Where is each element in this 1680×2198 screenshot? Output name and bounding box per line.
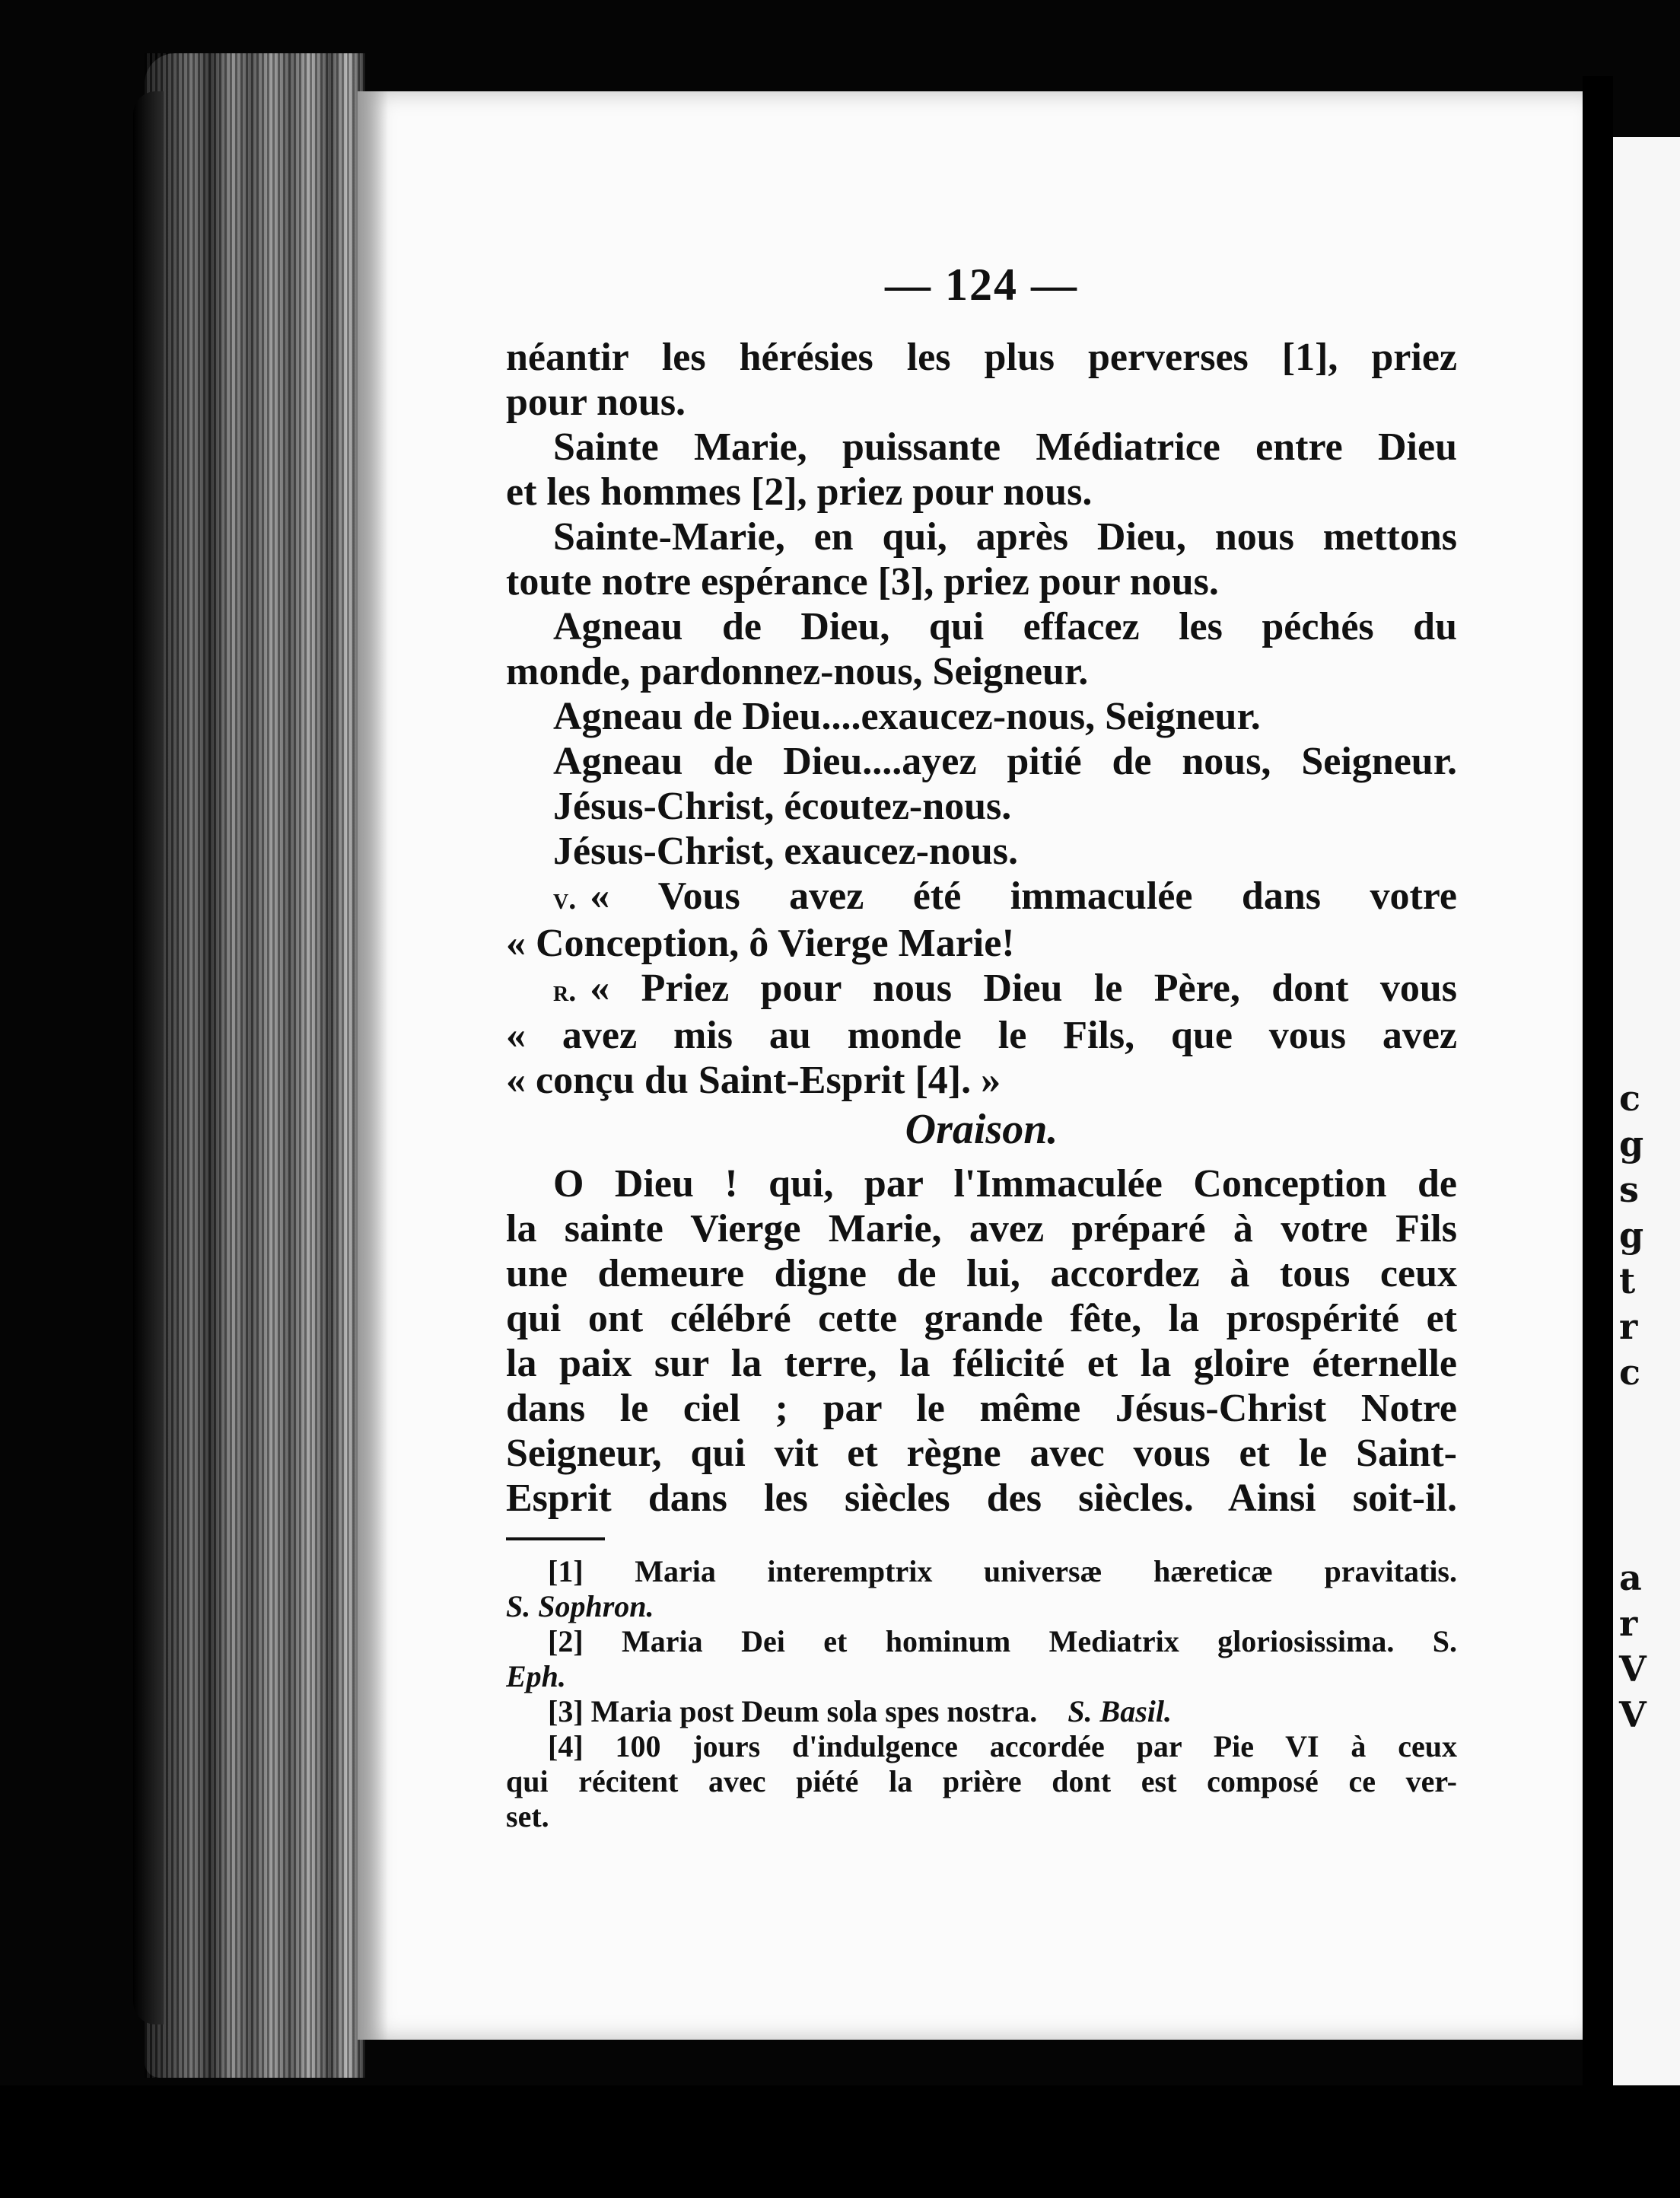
next-page-fragment: a	[1619, 1557, 1642, 1598]
litany-line: Jésus-Christ, écoutez-nous.	[553, 785, 1012, 828]
footnote-1-source: S. Sophron.	[506, 1589, 654, 1623]
versicle-line: « Conception, ô Vierge Marie!	[506, 922, 1015, 965]
page-gap	[1583, 76, 1613, 2093]
next-page-strip	[1613, 137, 1680, 2085]
footnote-2-source: Eph.	[506, 1659, 566, 1693]
page-number: — 124 —	[885, 260, 1078, 310]
next-page-fragment: c	[1619, 1078, 1641, 1119]
oraison-line: la paix sur la terre, la félicité et la gloire éternelle	[506, 1342, 1457, 1385]
oraison-line: Esprit dans les siècles des siècles. Ainsi soit-il.	[506, 1476, 1457, 1520]
footnote-3: [3] Maria post Deum sola spes nostra. S. Basil.	[548, 1694, 1172, 1728]
litany-body	[506, 335, 1457, 1834]
versicle-line: v. « Vous avez été immaculée dans votre	[553, 874, 1457, 918]
response-mark: r.	[553, 973, 577, 1008]
litany-line: Agneau de Dieu....ayez pitié de nous, Seigneur.	[553, 740, 1457, 783]
litany-line: et les hommes [2], priez pour nous.	[506, 470, 1093, 514]
litany-line: monde, pardonnez-nous, Seigneur.	[506, 650, 1089, 693]
footnote-rule	[506, 1537, 605, 1540]
litany-line: toute notre espérance [3], priez pour nous.	[506, 560, 1219, 604]
versicle-mark: v.	[553, 881, 577, 916]
oraison-line: qui ont célébré cette grande fête, la prospérité et	[506, 1297, 1457, 1340]
footnotes	[506, 1554, 1457, 1834]
oraison-text	[506, 1161, 1457, 1521]
next-page-fragment: s	[1619, 1169, 1639, 1210]
next-page-fragment: t	[1619, 1260, 1636, 1301]
oraison-line: la sainte Vierge Marie, avez préparé à votre Fils	[506, 1207, 1457, 1250]
oraison-line: dans le ciel ; par le même Jésus-Christ Notre	[506, 1387, 1457, 1430]
next-page-fragment: r	[1619, 1306, 1638, 1347]
litany-lines	[506, 335, 1457, 874]
oraison-line: une demeure digne de lui, accordez à tous ceux	[506, 1252, 1457, 1295]
litany-line: Sainte-Marie, en qui, après Dieu, nous mettons	[553, 515, 1457, 559]
footnote-4: [4] 100 jours d'indulgence accordée par Pie VI à ceux	[548, 1729, 1457, 1763]
litany-line: pour nous.	[506, 381, 686, 424]
litany-line: Agneau de Dieu....exaucez-nous, Seigneur.	[553, 695, 1261, 738]
next-page-fragment: c	[1619, 1352, 1641, 1393]
litany-line: Sainte Marie, puissante Médiatrice entre Dieu	[553, 425, 1457, 469]
next-page-fragment: g	[1619, 1123, 1644, 1164]
response-line: « avez mis au monde le Fils, que vous avez	[506, 1014, 1457, 1057]
litany-line: néantir les hérésies les plus perverses [1], priez	[506, 336, 1457, 379]
versicle	[506, 874, 1457, 966]
footnote-4-cont: qui récitent avec piété la prière dont est composé ce ver-	[506, 1764, 1457, 1798]
book-spine	[133, 91, 164, 2024]
next-page-fragment: V	[1619, 1694, 1647, 1735]
next-page-fragment: V	[1619, 1648, 1647, 1690]
page-gutter-shadow	[358, 91, 388, 2040]
litany-line: Jésus-Christ, exaucez-nous.	[553, 830, 1018, 873]
next-page-fragment: g	[1619, 1215, 1644, 1256]
oraison-line: O Dieu ! qui, par l'Immaculée Conception de	[553, 1162, 1457, 1206]
response-line: r. « Priez pour nous Dieu le Père, dont vous	[553, 967, 1457, 1010]
footnote-2: [2] Maria Dei et hominum Mediatrix gloriosissima. S.	[548, 1624, 1457, 1658]
footnote-1: [1] Maria interemptrix universæ hæreticæ pravitatis.	[548, 1554, 1457, 1588]
oraison-line: Seigneur, qui vit et règne avec vous et le Saint-	[506, 1432, 1457, 1475]
response-line: « conçu du Saint-Esprit [4]. »	[506, 1059, 1001, 1102]
scan-background	[0, 2085, 1680, 2198]
next-page-fragment: r	[1619, 1603, 1638, 1644]
oraison-heading: Oraison.	[905, 1106, 1058, 1153]
page-edges	[145, 53, 365, 2078]
footnote-4-end: set.	[506, 1799, 549, 1833]
litany-line: Agneau de Dieu, qui effacez les péchés du	[553, 605, 1457, 648]
response	[506, 966, 1457, 1103]
footnote-3-source: S. Basil.	[1068, 1694, 1172, 1728]
